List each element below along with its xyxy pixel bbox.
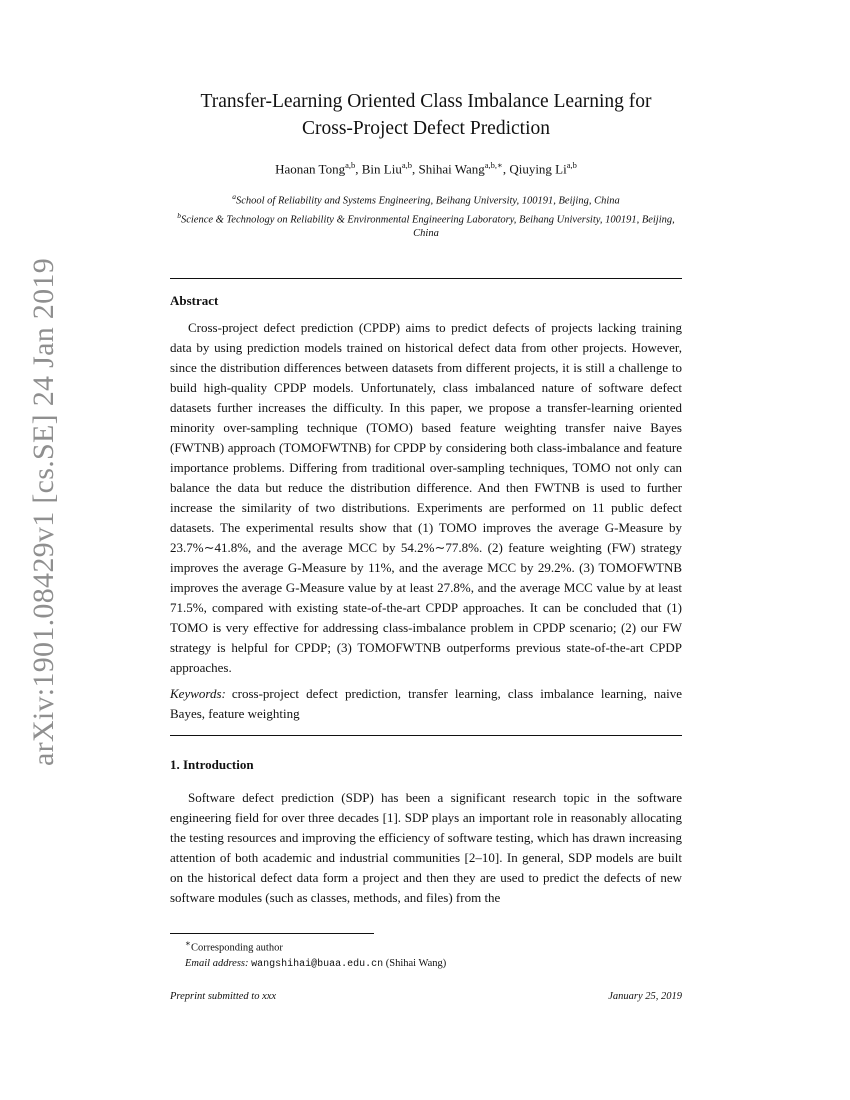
paper-title xyxy=(170,88,682,142)
preprint-date: January 25, 2019 xyxy=(608,991,682,1002)
abstract-text: Cross-project defect prediction (CPDP) aims to predict defects of projects lacking training data by using prediction models trained on historical defect data from other projects. However, since the distribution differences between datasets from different projects, it is still a challenge to build high-quality CPDP models. Unfortunately, class imbalanced nature of software defect datasets further increases the difficulty. In this paper, we propose a transfer-learning oriented minority over-sampling technique (TOMO) based feature weighting transfer naive Bayes (FWTNB) approach (TOMOFWTNB) for CPDP by considering both class-imbalance and feature importance problems. Differing from traditional over-sampling techniques, TOMO not only can balance the data but reduce the distribution difference. And then FWTNB is used to further increase the similarity of two distributions. Experiments are performed on 11 public defect datasets. The experimental results show that (1) TOMO improves the average G-Measure by 23.7%∼41.8%, and the average MCC by 54.2%∼77.8%. (2) feature weighting (FW) strategy improves the average G-Measure by 11%, and the average MCC by 29.2%. (3) TOMOFWTNB improves the average G-Measure value by at least 27.8%, and the average MCC value by at least 71.5%, compared with existing state-of-the-art CPDP approaches. It can be concluded that (1) TOMO is very effective for addressing class-imbalance problem in CPDP scenario; (2) our FW strategy is helpful for CPDP; (3) TOMOFWTNB outperforms previous state-of-the-art CPDP approaches. xyxy=(170,320,682,675)
author-separator: , xyxy=(502,161,510,177)
abstract-heading: Abstract xyxy=(170,293,219,308)
affiliation-b xyxy=(168,209,684,242)
author-name: Haonan Tong xyxy=(275,161,346,177)
corresponding-author-note xyxy=(185,936,446,956)
keywords xyxy=(170,684,682,724)
affiliations xyxy=(168,190,684,241)
footnote-rule xyxy=(170,933,374,934)
abstract-bottom-rule xyxy=(170,735,682,736)
introduction-text: Software defect prediction (SDP) has been a significant research topic in the software engineering field for over three decades [1]. SDP plays an important role in reasonably allocating the testing resources and improving the efficiency of software testing, which has drawn increasing attention of both academic and industrial communities [2–10]. In general, SDP models are built on the historical defect data form a project and then they are used to predict the defects of new software modules (such as classes, methods, and files) from the xyxy=(170,790,682,905)
author-affiliation-mark: a,b xyxy=(345,160,356,170)
abstract-top-rule xyxy=(170,278,682,279)
email-address: wangshihai@buaa.edu.cn xyxy=(251,958,384,970)
author-name: Qiuying Li xyxy=(509,161,567,177)
affiliation-a xyxy=(168,190,684,209)
affiliation-mark: a xyxy=(232,192,236,201)
email-label: Email address: xyxy=(185,957,249,969)
author-name: Shihai Wang xyxy=(418,161,485,177)
affiliation-mark: b xyxy=(177,210,181,220)
author-affiliation-mark: a,b xyxy=(401,160,412,170)
keywords-text: cross-project defect prediction, transfer learning, class imbalance learning, naive Bayes, feature weighting xyxy=(170,686,682,721)
footnote xyxy=(185,936,446,972)
author-name: Bin Liu xyxy=(361,161,402,177)
author-separator: , xyxy=(412,161,419,177)
arxiv-identifier-stamp: arXiv:1901.08429v1 [cs.SE] 24 Jan 2019 xyxy=(27,257,60,767)
author-separator: , xyxy=(355,161,362,177)
affiliation-text: Science & Technology on Reliability & Environmental Engineering Laboratory, Beihang University, 100191, Beijing, China xyxy=(180,214,675,239)
affiliation-text: School of Reliability and Systems Engineering, Beihang University, 100191, Beijing, China xyxy=(235,195,620,207)
keywords-label: Keywords: xyxy=(170,686,226,701)
footnote-mark: ∗ xyxy=(185,938,191,948)
paper-title-line-2: Cross-Project Defect Prediction xyxy=(301,118,550,139)
author-affiliation-mark: a,b,∗ xyxy=(484,160,503,170)
email-owner: (Shihai Wang) xyxy=(385,957,447,969)
corresponding-author-label: Corresponding author xyxy=(190,942,283,954)
author-affiliation-mark: a,b xyxy=(566,160,577,170)
preprint-note: Preprint submitted to xxx xyxy=(170,991,277,1002)
paper-title-line-1: Transfer-Learning Oriented Class Imbalance Learning for xyxy=(200,91,652,112)
email-line xyxy=(185,956,446,972)
author-list xyxy=(170,160,682,177)
introduction-heading: 1. Introduction xyxy=(170,757,254,772)
